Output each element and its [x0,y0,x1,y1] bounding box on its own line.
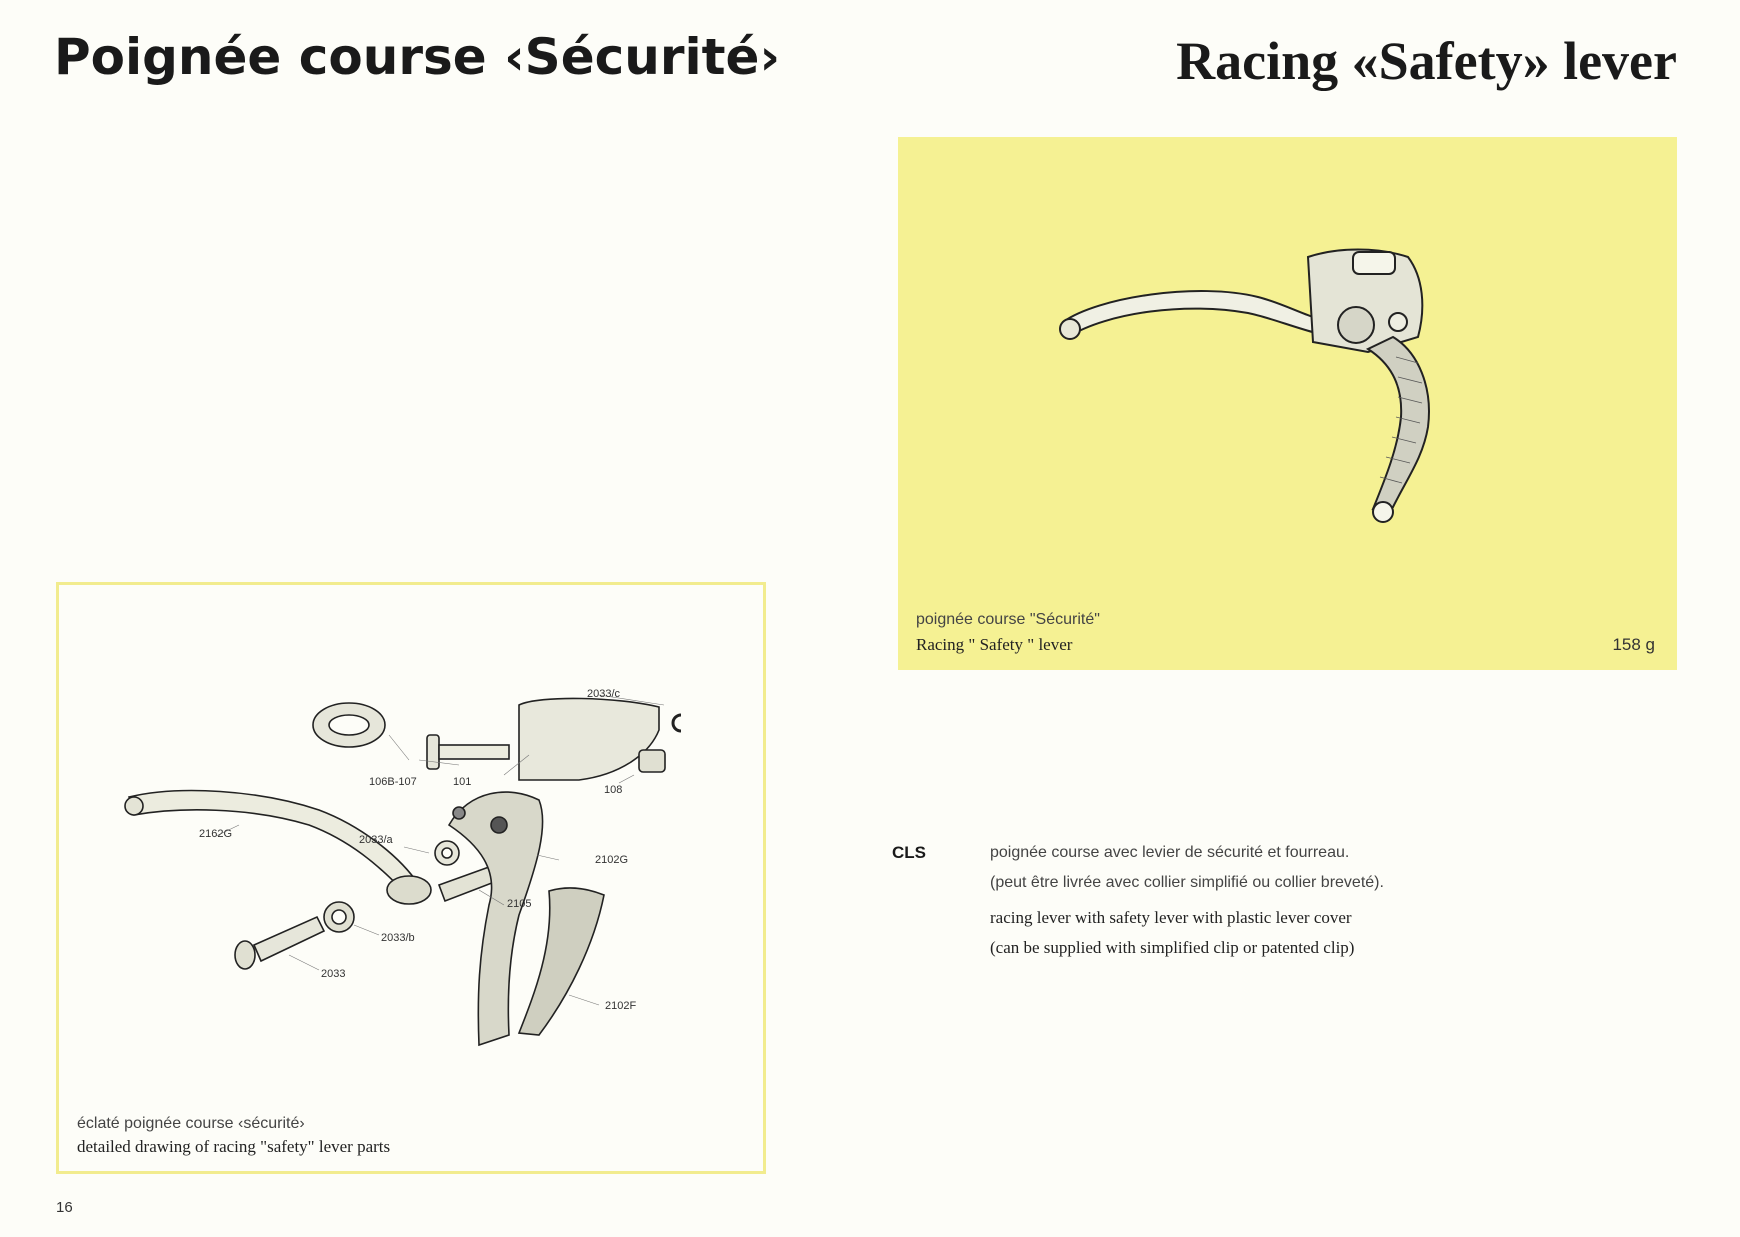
part-label: 2033/c [587,688,621,700]
part-label: 2102G [595,854,629,866]
part-label: 2033 [321,968,346,980]
exploded-parts-drawing [59,585,763,1171]
part-label: 2162G [199,828,233,840]
safety-lever-illustration [898,137,1677,670]
lever-photo-panel [898,137,1677,670]
lever-weight: 158 g [1612,635,1655,654]
description-french-line-1: poignée course avec levier de sécurité et fourreau. [990,844,1350,861]
part-label: 2102F [605,1000,637,1012]
photo-caption-english: Racing " Safety " lever [916,635,1073,654]
part-label: 2105 [507,898,532,910]
part-label: 2033/b [381,932,415,944]
description-french-line-2: (peut être livrée avec collier simplifié ou collier breveté). [990,874,1384,891]
description-english-line-1: racing lever with safety lever with plastic lever cover [990,908,1352,927]
part-label: 108 [604,784,623,796]
exploded-drawing-panel [56,582,766,1174]
page-number: 16 [56,1199,73,1216]
drawing-caption-french: éclaté poignée course ‹sécurité› [77,1115,305,1132]
part-label: 106B-107 [369,776,417,788]
part-label: 101 [453,776,472,788]
drawing-caption-english: detailed drawing of racing "safety" lever parts [77,1137,391,1156]
page-title-french: Poignée course ‹Sécurité› [54,28,781,86]
page-title-english: Racing «Safety» lever [1176,31,1677,91]
part-label: 2033/a [359,834,393,846]
product-code: CLS [892,843,926,862]
photo-caption-french: poignée course "Sécurité" [916,611,1100,628]
description-english-line-2: (can be supplied with simplified clip or patented clip) [990,938,1355,957]
